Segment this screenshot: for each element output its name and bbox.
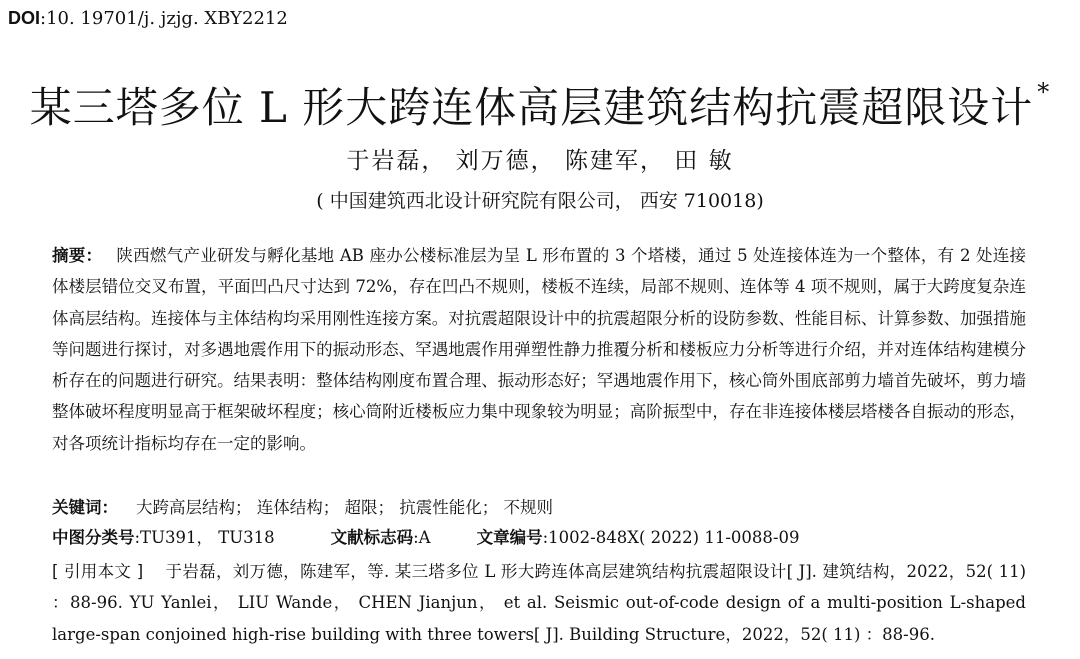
paper-title — [0, 60, 1080, 140]
citation-block — [52, 556, 1026, 650]
citation-text: 于岩磊，刘万德，陈建军，等. 某三塔多位 L 形大跨连体高层建筑结构抗震超限设计[ J]. 建筑结构，2022，52( 11) ：88-96. YU Yanlei， LIU Wande， CHEN Jianjun， et al. Seismic out-of-code design of a multi-position L-shaped large-span conjoined high-rise building with three towers[ J]. Building Structure，2022，52( 11) ：88-96. — [52, 562, 1027, 644]
keywords-line — [52, 494, 553, 522]
keywords-label: 关键词： — [52, 498, 118, 517]
paper-title-text: 某三塔多位 L 形大跨连体高层建筑结构抗震超限设计 — [29, 83, 1034, 132]
clc-value: :TU391， TU318 — [134, 528, 275, 547]
abstract-block — [52, 240, 1026, 459]
doi-label: DOI — [8, 8, 41, 28]
doi-line — [8, 6, 288, 31]
author-affiliation: ( 中国建筑西北设计研究院有限公司， 西安 710018) — [316, 190, 764, 212]
doc-code-label: 文献标志码 — [330, 528, 414, 547]
doi-value: :10. 19701/j. jzjg. XBY2212 — [40, 8, 288, 29]
abstract-label: 摘要： — [52, 246, 103, 265]
keywords-text: 大跨高层结构； 连体结构； 超限； 抗震性能化； 不规则 — [136, 498, 553, 517]
title-footnote-mark: * — [1037, 78, 1051, 106]
clc-label: 中图分类号 — [52, 528, 135, 547]
author-list: 于岩磊， 刘万德， 陈建军， 田 敏 — [346, 148, 734, 174]
citation-label: [ 引用本文 ] — [52, 562, 144, 581]
article-no-value: :1002-848X( 2022) 11-0088-09 — [542, 528, 800, 547]
doc-code-value: :A — [413, 528, 431, 547]
article-no-label: 文章编号 — [476, 528, 543, 547]
classification-line — [52, 524, 799, 552]
abstract-text: 陕西燃气产业研发与孵化基地 AB 座办公楼标准层为呈 L 形布置的 3 个塔楼，通过 5 处连接体连为一个整体，有 2 处连接体楼层错位交叉布置，平面凹凸尺寸达到 72%，存在凹凸不规则，楼板不连续，局部不规则、连体等 4 项不规则，属于大跨度复杂连体高层结构。连接体与主体结构均采用刚性连接方案。对抗震超限设计中的抗震超限分析的设防参数、性能目标、计算参数、加强措施等问题进行探讨，对多遇地震作用下的振动形态、罕遇地震作用弹塑性静力推覆分析和楼板应力分析等进行介绍，并对连体结构建模分析存在的问题进行研究。结果表明：整体结构刚度布置合理、振动形态好；罕遇地震作用下，核心筒外围底部剪力墙首先破坏，剪力墙整体破坏程度明显高于框架破坏程度；核心筒附近楼板应力集中现象较为明显；高阶振型中，存在非连接体楼层塔楼各自振动的形态，对各项统计指标均存在一定的影响。 — [52, 246, 1026, 453]
